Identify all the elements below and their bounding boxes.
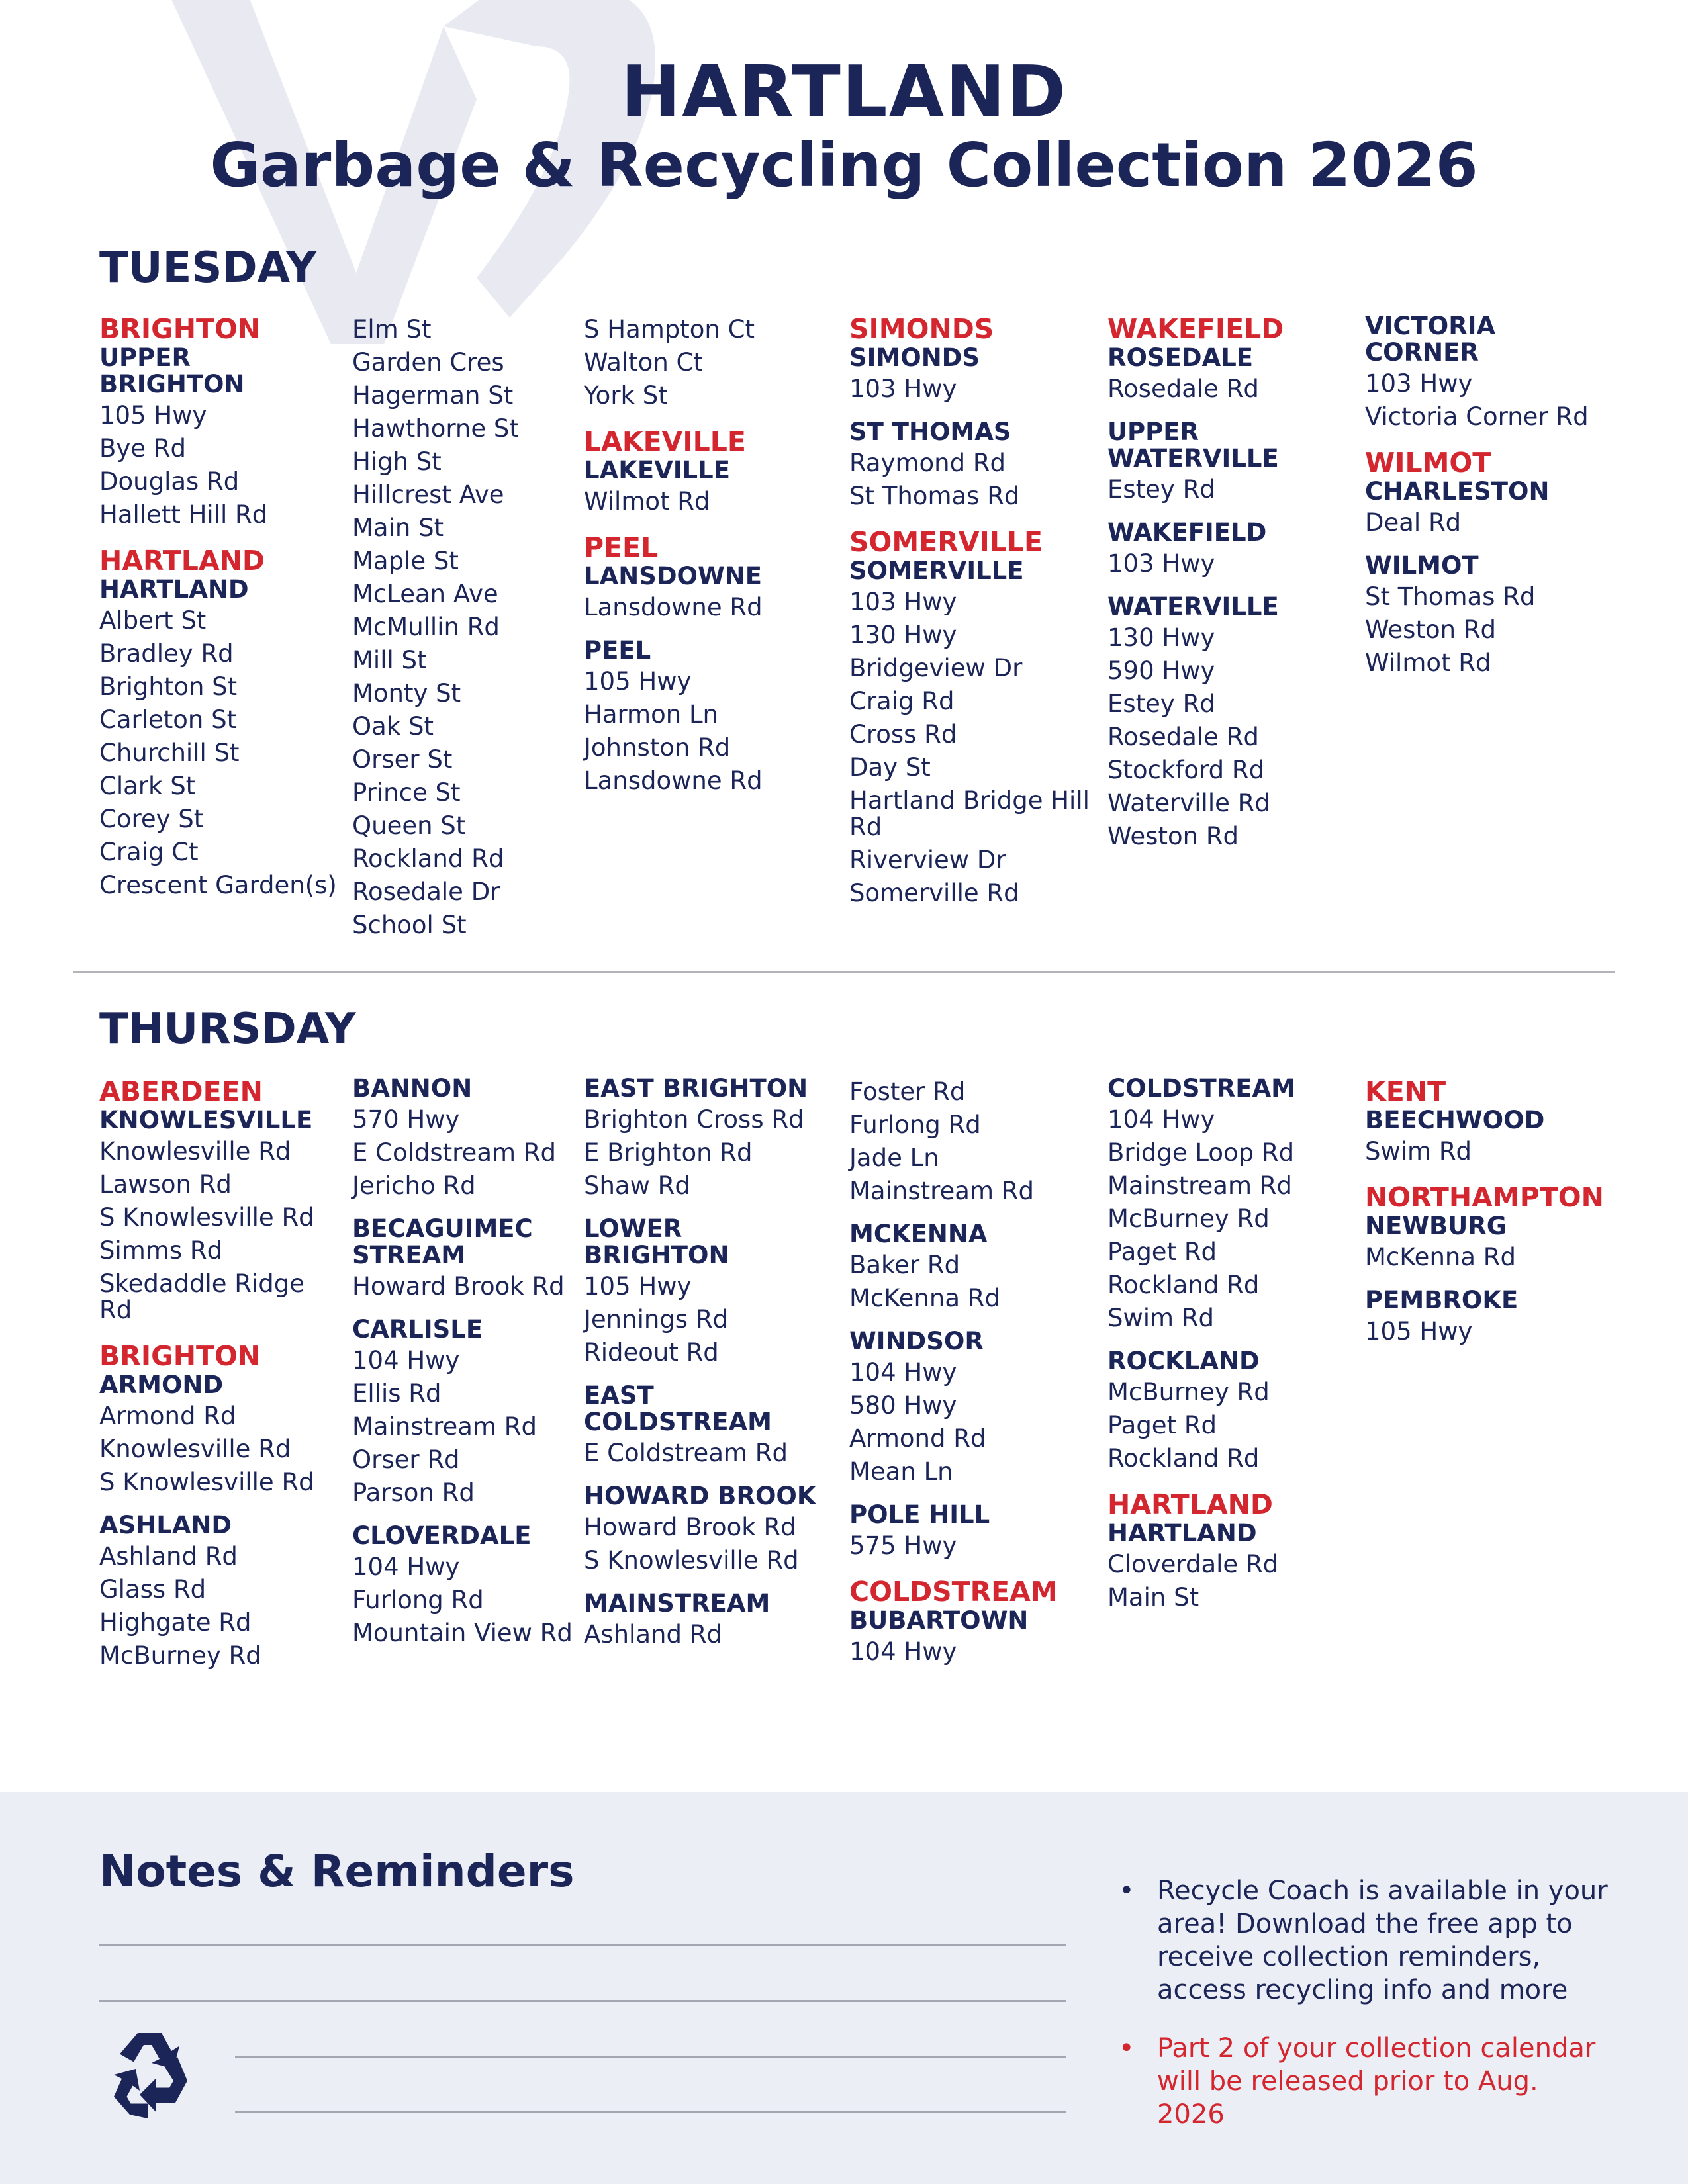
community-heading-hartland: HARTLAND (99, 575, 249, 604)
thursday-column (584, 1075, 829, 1664)
thursday-column (99, 1075, 344, 1686)
town-heading-hartland: HARTLAND (1107, 1488, 1273, 1520)
road-item: Lansdowne Rd (584, 766, 763, 795)
town-heading-coldstream: COLDSTREAM (849, 1576, 1058, 1608)
road-item: Swim Rd (1107, 1304, 1215, 1332)
road-item: Rockland Rd (352, 844, 504, 873)
road-item: Weston Rd (1365, 615, 1497, 644)
community-heading-mainstream: MAINSTREAM (584, 1589, 771, 1617)
road-item: York St (584, 381, 668, 410)
community-heading-howard-brook: HOWARD BROOK (584, 1482, 816, 1510)
community-heading-somerville: SOMERVILLE (849, 557, 1024, 585)
road-item: Ellis Rd (352, 1379, 442, 1408)
note-line (235, 2056, 1066, 2058)
road-item: 103 Hwy (1365, 369, 1473, 398)
community-heading-ashland: ASHLAND (99, 1511, 232, 1539)
thursday-column (352, 1075, 597, 1663)
road-item: E Brighton Rd (584, 1138, 753, 1167)
community-heading-pembroke: PEMBROKE (1365, 1286, 1519, 1314)
road-item: E Coldstream Rd (352, 1138, 556, 1167)
community-heading-victoria-corner: VICTORIA CORNER (1365, 312, 1496, 367)
tuesday-column (849, 313, 1094, 923)
road-item: Hawthorne St (352, 414, 519, 443)
road-item: Rideout Rd (584, 1338, 719, 1367)
area-group (849, 526, 1094, 910)
road-item: Cross Rd (849, 720, 957, 749)
road-item: 103 Hwy (849, 588, 957, 616)
area-group (1107, 313, 1352, 406)
road-item: Swim Rd (1365, 1137, 1472, 1165)
road-item: McKenna Rd (849, 1284, 1000, 1312)
bullet-icon: • (1119, 2033, 1135, 2064)
area-group (1107, 1075, 1352, 1335)
road-item: Albert St (99, 606, 207, 635)
community-heading-upper-brighton: UPPER BRIGHTON (99, 343, 245, 398)
road-item: Raymond Rd (849, 449, 1006, 477)
road-item: Armond Rd (849, 1424, 986, 1453)
road-item: 570 Hwy (352, 1105, 460, 1134)
road-item: Howard Brook Rd (352, 1272, 565, 1300)
road-item: Wilmot Rd (1365, 649, 1491, 677)
road-item: 130 Hwy (849, 621, 957, 649)
area-group (849, 1075, 1094, 1208)
area-group (352, 1523, 597, 1650)
road-item: Harmon Ln (584, 700, 719, 729)
road-item: Foster Rd (849, 1077, 966, 1106)
section-divider (73, 971, 1615, 973)
community-heading-knowlesville: KNOWLESVILLE (99, 1106, 313, 1134)
road-item: Garden Cres (352, 348, 504, 377)
road-item: Skedaddle Ridge Rd (99, 1269, 305, 1324)
town-heading-somerville: SOMERVILLE (849, 526, 1043, 558)
road-item: Armond Rd (99, 1402, 236, 1430)
community-heading-beechwood: BEECHWOOD (1365, 1106, 1545, 1134)
road-item: S Knowlesville Rd (99, 1203, 314, 1232)
community-heading-upper-waterville: UPPER WATERVILLE (1107, 418, 1279, 473)
road-item: Jericho Rd (352, 1171, 476, 1200)
area-group (99, 1340, 344, 1499)
area-group (1365, 1287, 1603, 1348)
road-item: Elm St (352, 315, 432, 343)
community-heading-armond: ARMOND (99, 1371, 224, 1399)
reminder-item (1119, 2032, 1609, 2131)
road-item: Johnston Rd (584, 733, 731, 762)
road-item: 103 Hwy (1107, 549, 1215, 578)
road-item: Stockford Rd (1107, 756, 1265, 784)
area-group (849, 1502, 1094, 1563)
road-item: Waterville Rd (1107, 789, 1270, 817)
road-item: Rosedale Rd (1107, 375, 1259, 403)
reminder-text: Part 2 of your collection calendar will be released prior to Aug. 2026 (1157, 2033, 1596, 2130)
town-heading-kent: KENT (1365, 1075, 1446, 1107)
area-group (99, 545, 344, 902)
road-item: High St (352, 447, 442, 476)
road-item: Bridgeview Dr (849, 654, 1023, 682)
area-group (99, 1512, 344, 1672)
road-item: Mountain View Rd (352, 1619, 573, 1647)
area-group (99, 1075, 344, 1327)
road-item: Rockland Rd (1107, 1271, 1260, 1299)
town-heading-lakeville: LAKEVILLE (584, 426, 746, 457)
town-heading-wilmot: WILMOT (1365, 447, 1491, 478)
area-group (1107, 594, 1352, 853)
road-item: 104 Hwy (849, 1637, 957, 1666)
town-heading-wakefield: WAKEFIELD (1107, 313, 1284, 345)
note-line (99, 2000, 1066, 2002)
recycle-icon (98, 2025, 201, 2124)
road-item: Walton Ct (584, 348, 703, 377)
community-heading-coldstream: COLDSTREAM (1107, 1074, 1296, 1103)
community-heading-pole-hill: POLE HILL (849, 1500, 990, 1529)
road-item: 105 Hwy (584, 667, 692, 696)
area-group (584, 1590, 829, 1651)
community-heading-lower-brighton: LOWER BRIGHTON (584, 1214, 729, 1269)
road-item: Prince St (352, 778, 461, 807)
road-item: Crescent Garden(s) (99, 871, 337, 899)
road-item: Deal Rd (1365, 508, 1462, 537)
road-item: Paget Rd (1107, 1238, 1217, 1266)
town-heading-brighton: BRIGHTON (99, 313, 261, 345)
area-group (584, 1075, 829, 1203)
community-heading-bannon: BANNON (352, 1074, 473, 1103)
road-item: Furlong Rd (352, 1586, 484, 1614)
bullet-icon: • (1119, 1876, 1135, 1906)
road-item: Shaw Rd (584, 1171, 690, 1200)
area-group (1365, 1181, 1603, 1274)
road-item: 104 Hwy (1107, 1105, 1215, 1134)
road-item: S Hampton Ct (584, 315, 755, 343)
road-item: St Thomas Rd (849, 482, 1020, 510)
area-group (849, 1576, 1094, 1668)
road-item: Clark St (99, 772, 196, 800)
road-item: 580 Hwy (849, 1391, 957, 1420)
area-group (1365, 447, 1603, 539)
note-line (99, 1944, 1066, 1946)
road-item: Hartland Bridge Hill Rd (849, 786, 1090, 841)
road-item: Rosedale Rd (1107, 723, 1259, 751)
community-heading-carlisle: CARLISLE (352, 1315, 483, 1343)
road-item: Bye Rd (99, 434, 186, 463)
area-group (849, 419, 1094, 513)
road-item: 104 Hwy (352, 1553, 460, 1581)
road-item: Knowlesville Rd (99, 1137, 291, 1165)
community-heading-peel: PEEL (584, 636, 651, 664)
tuesday-column (99, 313, 344, 915)
road-item: Ashland Rd (584, 1620, 722, 1649)
road-item: Hagerman St (352, 381, 514, 410)
road-item: Knowlesville Rd (99, 1435, 291, 1463)
tuesday-column (1107, 313, 1352, 866)
road-item: McLean Ave (352, 580, 498, 608)
road-item: S Knowlesville Rd (99, 1468, 314, 1496)
road-item: 590 Hwy (1107, 657, 1215, 685)
area-group (849, 313, 1094, 406)
road-item: St Thomas Rd (1365, 582, 1536, 611)
road-item: Bradley Rd (99, 639, 234, 668)
road-item: 104 Hwy (849, 1358, 957, 1387)
road-item: Lawson Rd (99, 1170, 232, 1199)
road-item: Churchill St (99, 739, 240, 767)
road-item: Main St (352, 514, 444, 542)
area-group (1107, 520, 1352, 580)
page-subtitle: Garbage & Recycling Collection 2026 (210, 130, 1478, 201)
note-line (235, 2111, 1066, 2113)
area-group (849, 1328, 1094, 1488)
road-item: Furlong Rd (849, 1111, 981, 1139)
town-heading-brighton: BRIGHTON (99, 1340, 261, 1372)
road-item: Estey Rd (1107, 690, 1215, 718)
area-group (99, 313, 344, 531)
road-item: Jade Ln (849, 1144, 939, 1172)
road-item: McBurney Rd (1107, 1378, 1270, 1406)
road-item: Estey Rd (1107, 475, 1215, 504)
community-heading-lansdowne: LANSDOWNE (584, 562, 763, 590)
community-heading-bubartown: BUBARTOWN (849, 1606, 1029, 1635)
road-item: Brighton St (99, 672, 238, 701)
road-item: School St (352, 911, 467, 939)
reminder-item (1119, 1874, 1609, 2007)
community-heading-east-coldstream: EAST COLDSTREAM (584, 1381, 773, 1436)
road-item: Lansdowne Rd (584, 593, 763, 621)
thursday-column (1365, 1075, 1603, 1361)
town-heading-northampton: NORTHAMPTON (1365, 1181, 1604, 1213)
tuesday-column (1365, 313, 1603, 693)
area-group (1365, 553, 1603, 680)
notes-title: Notes & Reminders (99, 1846, 575, 1897)
road-item: Mean Ln (849, 1457, 953, 1486)
road-item: Rockland Rd (1107, 1444, 1260, 1473)
area-group (1107, 1348, 1352, 1475)
road-item: Howard Brook Rd (584, 1513, 796, 1541)
reminder-list (1119, 1874, 1609, 2156)
community-heading-hartland: HARTLAND (1107, 1519, 1257, 1547)
road-item: Somerville Rd (849, 879, 1019, 907)
road-item: Maple St (352, 547, 459, 575)
road-item: Riverview Dr (849, 846, 1006, 874)
road-item: S Knowlesville Rd (584, 1546, 799, 1574)
area-group (352, 1316, 597, 1510)
community-heading-mckenna: MCKENNA (849, 1220, 988, 1248)
community-heading-east-brighton: EAST BRIGHTON (584, 1074, 808, 1103)
road-item: Corey St (99, 805, 204, 833)
road-item: Craig Ct (99, 838, 199, 866)
road-item: Paget Rd (1107, 1411, 1217, 1439)
community-heading-newburg: NEWBURG (1365, 1212, 1507, 1240)
area-group (584, 531, 829, 624)
community-heading-simonds: SIMONDS (849, 343, 980, 372)
road-item: Carleton St (99, 705, 237, 734)
area-group (584, 637, 829, 797)
road-item: Orser St (352, 745, 453, 774)
road-item: Mill St (352, 646, 427, 674)
area-group (1365, 1075, 1603, 1168)
road-item: Glass Rd (99, 1575, 207, 1604)
town-heading-peel: PEEL (584, 531, 659, 563)
road-item: 105 Hwy (584, 1272, 692, 1300)
road-item: Cloverdale Rd (1107, 1550, 1279, 1578)
road-item: McMullin Rd (352, 613, 500, 641)
community-heading-wilmot: WILMOT (1365, 551, 1479, 580)
road-item: Victoria Corner Rd (1365, 402, 1589, 431)
area-group (352, 1075, 597, 1203)
road-item: Ashland Rd (99, 1542, 238, 1570)
community-heading-windsor: WINDSOR (849, 1327, 984, 1355)
thursday-column (849, 1075, 1094, 1682)
road-item: Day St (849, 753, 931, 782)
road-item: 104 Hwy (352, 1346, 460, 1375)
thursday-column (1107, 1075, 1352, 1627)
area-group (352, 313, 597, 942)
area-group (584, 426, 829, 518)
area-group (584, 1383, 829, 1470)
road-item: Oak St (352, 712, 434, 741)
reminder-text: Recycle Coach is available in your area! Download the free app to receive collection reminders, access recycling info and more (1157, 1876, 1608, 2005)
road-item: 105 Hwy (99, 401, 207, 430)
road-item: Simms Rd (99, 1236, 223, 1265)
community-heading-rockland: ROCKLAND (1107, 1347, 1260, 1375)
thursday-heading: THURSDAY (99, 1005, 356, 1054)
road-item: Baker Rd (849, 1251, 961, 1279)
tuesday-heading: TUESDAY (99, 244, 317, 293)
road-item: Wilmot Rd (584, 487, 710, 516)
road-item: Mainstream Rd (849, 1177, 1034, 1205)
road-item: 130 Hwy (1107, 623, 1215, 652)
community-heading-wakefield: WAKEFIELD (1107, 518, 1267, 547)
road-item: Bridge Loop Rd (1107, 1138, 1295, 1167)
area-group (352, 1216, 597, 1303)
community-heading-st-thomas: ST THOMAS (849, 418, 1011, 446)
page-title: HARTLAND (620, 51, 1068, 134)
road-item: McBurney Rd (99, 1641, 261, 1670)
town-heading-simonds: SIMONDS (849, 313, 994, 345)
community-heading-cloverdale: CLOVERDALE (352, 1522, 532, 1550)
road-item: Orser Rd (352, 1445, 460, 1474)
road-item: Brighton Cross Rd (584, 1105, 804, 1134)
community-heading-rosedale: ROSEDALE (1107, 343, 1254, 372)
area-group (1107, 1488, 1352, 1614)
road-item: Weston Rd (1107, 822, 1239, 850)
area-group (849, 1221, 1094, 1315)
town-heading-hartland: HARTLAND (99, 545, 265, 576)
area-group (584, 1216, 829, 1369)
road-item: 103 Hwy (849, 375, 957, 403)
road-item: Mainstream Rd (352, 1412, 537, 1441)
community-heading-lakeville: LAKEVILLE (584, 456, 730, 484)
tuesday-column (352, 313, 597, 955)
road-item: Monty St (352, 679, 461, 707)
road-item: Parson Rd (352, 1479, 475, 1507)
road-item: 105 Hwy (1365, 1317, 1473, 1345)
area-group (1107, 419, 1352, 506)
road-item: Main St (1107, 1583, 1199, 1612)
area-group (584, 313, 829, 412)
road-item: Hillcrest Ave (352, 480, 504, 509)
road-item: Rosedale Dr (352, 878, 500, 906)
road-item: Mainstream Rd (1107, 1171, 1292, 1200)
road-item: Queen St (352, 811, 466, 840)
town-heading-aberdeen: ABERDEEN (99, 1075, 263, 1107)
road-item: Douglas Rd (99, 467, 240, 496)
road-item: Jennings Rd (584, 1305, 729, 1334)
community-heading-becaguimec-stream: BECAGUIMEC STREAM (352, 1214, 533, 1269)
road-item: 575 Hwy (849, 1531, 957, 1560)
tuesday-column (584, 313, 829, 811)
road-item: Hallett Hill Rd (99, 500, 268, 529)
area-group (584, 1483, 829, 1577)
road-item: Craig Rd (849, 687, 955, 715)
area-group (1365, 313, 1603, 433)
community-heading-waterville: WATERVILLE (1107, 592, 1279, 621)
road-item: McKenna Rd (1365, 1243, 1516, 1271)
road-item: McBurney Rd (1107, 1205, 1270, 1233)
road-item: Highgate Rd (99, 1608, 252, 1637)
community-heading-charleston: CHARLESTON (1365, 477, 1550, 506)
road-item: E Coldstream Rd (584, 1439, 788, 1467)
